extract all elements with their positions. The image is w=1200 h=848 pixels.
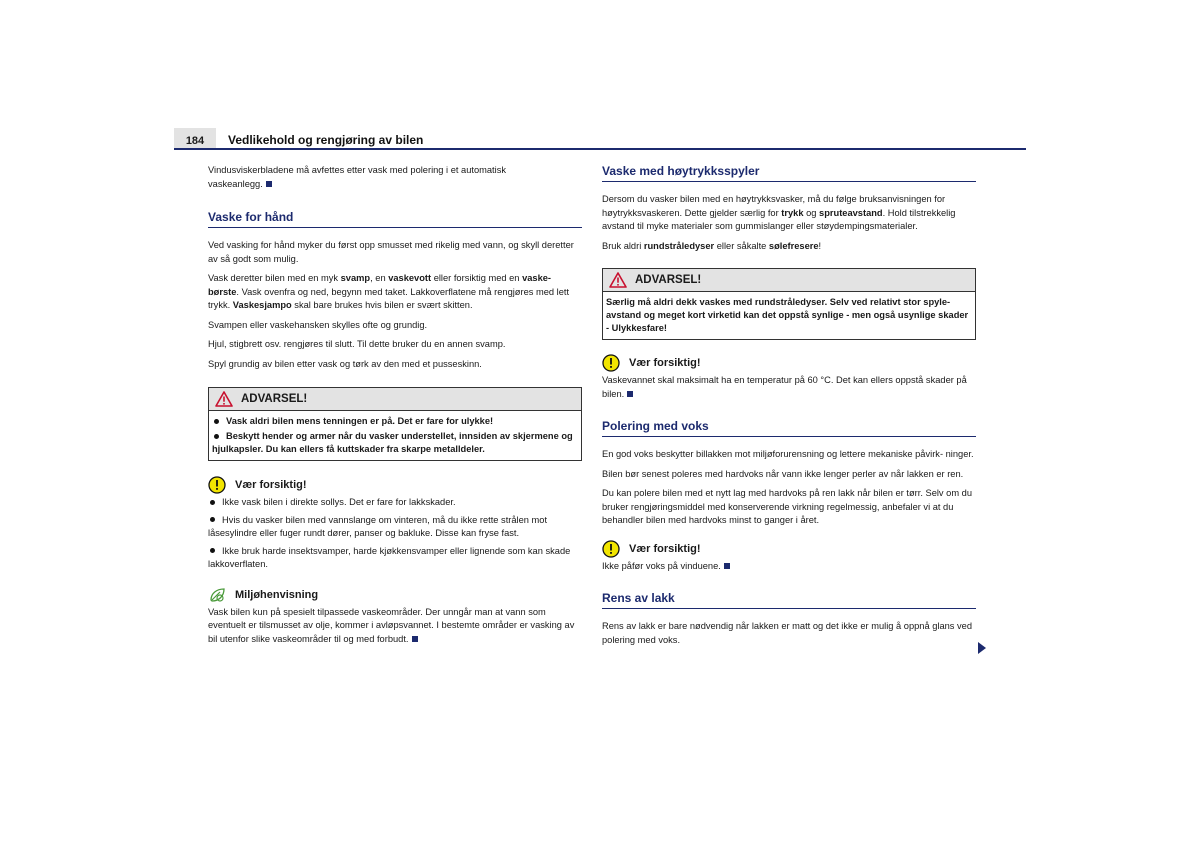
paragraph: Dersom du vasker bilen med en høytrykksvasker, må du følge bruksanvisningen for høytrykksvaskeren. Dette gjelder særlig for trykk og spruteavstand. Hold tilstrekkelig avstand til myke materialer som gummislanger eller støydempingsmaterialer. <box>602 194 956 231</box>
bullet-icon <box>210 517 215 522</box>
header-rule <box>174 148 1026 150</box>
caution-title: Vær forsiktig! <box>235 479 307 491</box>
left-column <box>208 164 582 652</box>
warning-header <box>603 269 975 292</box>
caution-header <box>602 540 976 558</box>
paragraph: Vask deretter bilen med en myk svamp, en vaskevott eller forsiktig med en vaske- børste. Vask ovenfra og ned, begynn med taket. Lakkoverflatene må rengjøres med lett trykk. Vaskesjampo skal bare brukes hvis bilen er svært skitten. <box>208 273 570 310</box>
chapter-title: Vedlikehold og rengjøring av bilen <box>228 133 424 147</box>
section-heading-paint-cleaning: Rens av lakk <box>602 591 976 609</box>
end-mark-icon <box>627 391 633 397</box>
paragraph: Bilen bør senest poleres med hardvoks når vann ikke lenger perler av når lakken er ren. <box>602 468 964 479</box>
caution-title: Vær forsiktig! <box>629 357 701 369</box>
caution-exclamation-icon <box>602 540 620 558</box>
bullet-icon <box>214 434 219 439</box>
paragraph: Du kan polere bilen med et nytt lag med hardvoks på ren lakk når bilen er tørr. Selv om du bruker rengjøringsmiddel med konserverende virkning regelmessig, anbefaler vi at du behandler bilen med hardvoks minst to ganger i året. <box>602 488 972 525</box>
warning-box <box>602 268 976 340</box>
paragraph: Bruk aldri rundstråledyser eller såkalte sølefresere! <box>602 240 822 251</box>
bullet-icon <box>210 548 215 553</box>
warning-text: Særlig må aldri dekk vaskes med rundstråledyser. Selv ved relativt stor spyle- avstand og meget kort virketid kan det oppstå synlige - men også usynlige skader - Ulykkesfare! <box>606 297 969 333</box>
warning-title: ADVARSEL! <box>635 274 702 286</box>
bullet-icon <box>210 500 215 505</box>
end-mark-icon <box>266 181 272 187</box>
caution-text: Ikke påfør voks på vinduene. <box>602 560 976 574</box>
warning-triangle-icon <box>215 391 233 407</box>
warning-box <box>208 387 582 461</box>
section-heading-wax: Polering med voks <box>602 419 976 437</box>
paragraph: Spyl grundig av bilen etter vask og tørk av den med et pusseskinn. <box>208 358 482 369</box>
next-page-arrow-icon <box>978 642 986 654</box>
paragraph: En god voks beskytter billakken mot miljøforurensning og lettere mekaniske påvirk- ninger. <box>602 449 974 459</box>
right-column <box>602 164 976 653</box>
caution-header <box>602 354 976 372</box>
paragraph: Svampen eller vaskehansken skylles ofte og grundig. <box>208 319 428 330</box>
page-number: 184 <box>174 128 216 150</box>
caution-text: Vaskevannet skal maksimalt ha en temperatur på 60 °C. Det kan ellers oppstå skader på bilen. <box>602 375 967 399</box>
environment-header <box>208 586 582 604</box>
caution-exclamation-icon <box>602 354 620 372</box>
section-heading-hand-wash: Vaske for hånd <box>208 210 582 228</box>
paragraph: Ved vasking for hånd myker du først opp smusset med rikelig med vann, og skyll deretter av så godt som mulig. <box>208 240 574 264</box>
caution-title: Vær forsiktig! <box>629 542 701 555</box>
caution-header <box>208 476 582 494</box>
environment-text: Vask bilen kun på spesielt tilpassede vaskeområder. Der unngår man at vann som eventuelt er tilsmusset av olje, kommer i avløpsvannet. I bestemte områder er vasking av bil utenfor slike vaskeområder til og med forbudt. <box>208 606 575 644</box>
end-mark-icon <box>412 636 418 642</box>
intro-paragraph: Vindusviskerbladene må avfettes etter vask med polering i et automatisk vaskeanlegg. <box>208 165 506 189</box>
warning-title: ADVARSEL! <box>241 393 308 405</box>
caution-exclamation-icon <box>208 476 226 494</box>
section-heading-pressure-wash: Vaske med høytrykksspyler <box>602 164 976 182</box>
recycle-leaf-icon <box>208 586 226 604</box>
bullet-icon <box>214 419 219 424</box>
caution-item: Ikke bruk harde insektsvamper, harde kjøkkensvamper eller lignende som kan skade lakkoverflaten. <box>208 545 571 569</box>
paragraph: Rens av lakk er bare nødvendig når lakken er matt og det ikke er mulig å oppnå glans ved polering med voks. <box>602 621 973 645</box>
environment-title: Miljøhenvisning <box>235 588 319 601</box>
warning-item: Vask aldri bilen mens tenningen er på. Det er fare for ulykke! <box>212 415 578 428</box>
warning-item: Beskytt hender og armer når du vasker understellet, innsiden av skjermene og hjulkapsler. Du kan ellers få kuttskader fra skarpe metalldeler. <box>212 431 573 454</box>
paragraph: Hjul, stigbrett osv. rengjøres til slutt. Til dette bruker du en annen svamp. <box>208 339 506 349</box>
warning-triangle-icon <box>609 272 627 288</box>
warning-header <box>209 388 581 411</box>
caution-item: Hvis du vasker bilen med vannslange om vinteren, må du ikke rette strålen mot låsesylindre eller fuger rundt dører, panser og bakluke. Disse kan fryse fast. <box>208 514 548 538</box>
caution-item: Ikke vask bilen i direkte sollys. Det er fare for lakkskader. <box>208 496 582 510</box>
end-mark-icon <box>724 563 730 569</box>
